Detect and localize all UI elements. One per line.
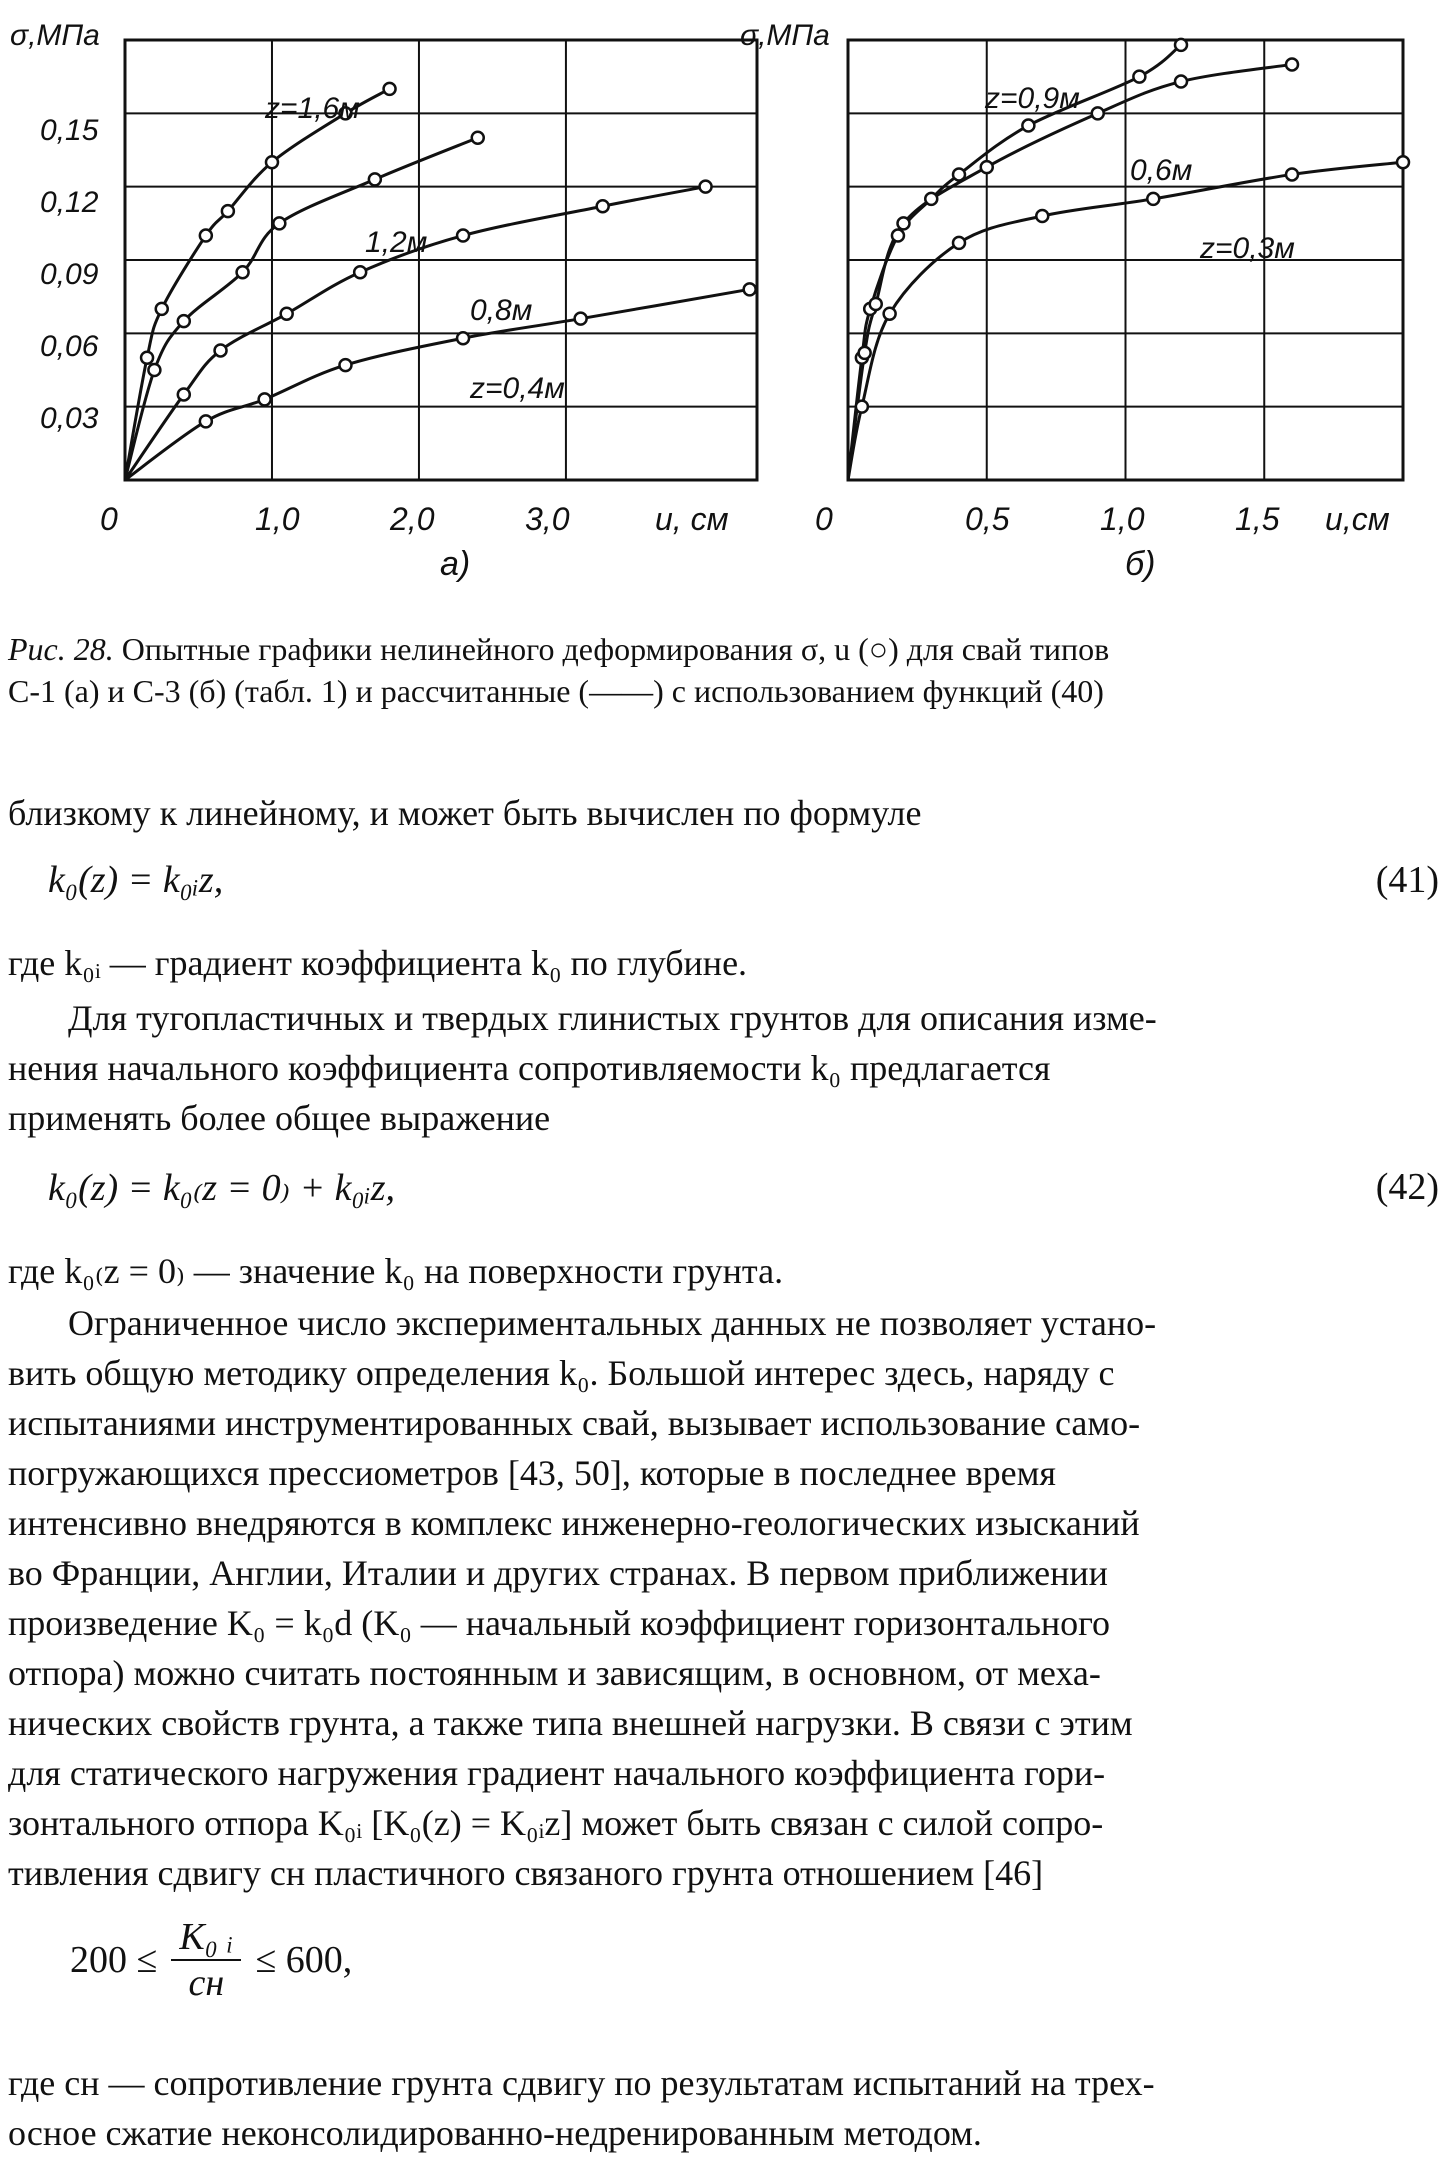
data-point [1397,156,1409,168]
panel-a-xlabel: u, см [655,501,729,537]
inequality-right: ≤ 600, [255,1939,353,1981]
text-line: тивления сдвигу cн пластичного связаного грунта отношением [46] [8,1853,1044,1893]
text-line: погружающихся прессиометров [43, 50], которые в последнее время [8,1453,1056,1493]
panel-a-ytick: 0,12 [40,186,99,219]
inequality [70,1915,352,2005]
data-point [953,168,965,180]
data-point [1022,120,1034,132]
data-point [354,266,366,278]
panel-a [10,19,757,583]
paragraph: близкому к линейному, и может быть вычислен по формуле [8,793,922,833]
panel-a-ytick: 0,15 [40,114,99,147]
text-line: Для тугопластичных и твердых глинистых грунтов для описания изме- [68,998,1157,1038]
equation-42: k₀(z) = k₀₍z = 0₎ + k₀ᵢz, [48,1167,396,1209]
data-point [1286,58,1298,70]
data-point [1175,76,1187,88]
paragraph: где k₀₍z = 0₎ — значение k₀ на поверхности грунта. [8,1251,784,1291]
data-point [981,161,993,173]
panel-b-ylabel: σ,МПа [740,19,830,52]
curve-label-a: z=0,4м [470,372,565,405]
curve-label-b: z=0,3м [1200,232,1295,265]
data-point [1286,168,1298,180]
data-point [369,173,381,185]
data-point [273,217,285,229]
paragraph [8,1300,1443,1900]
data-point [1175,39,1187,51]
series-line [848,64,1292,480]
text-line: отпора) можно считать постоянным и зависящим, в основном, от меха- [8,1653,1101,1693]
paragraph [8,995,1443,1145]
data-point [1092,107,1104,119]
data-point [266,156,278,168]
figure-plots [0,0,1451,620]
data-point [222,205,234,217]
panel-b-xtick: 0 [815,501,833,537]
caption-line-2: С-1 (а) и С-3 (б) (табл. 1) и рассчитанные (——) с использованием функций (40) [8,673,1104,709]
panel-b-xlabel: u,см [1325,501,1390,537]
data-point [259,393,271,405]
data-point [339,359,351,371]
caption-line-1: Опытные графики нелинейного деформирования σ, u (○) для свай типов [121,631,1110,667]
data-point [892,230,904,242]
data-point [472,132,484,144]
data-point [859,347,871,359]
data-point [744,283,756,295]
data-point [141,352,153,364]
text-line: произведение K₀ = k₀d (K₀ — начальный коэффициент горизонтального [8,1603,1111,1643]
panel-a-xtick: 1,0 [255,501,300,537]
figure-caption [8,628,1443,712]
panel-a-xtick: 0 [100,501,118,537]
data-point [148,364,160,376]
caption-label: Рис. 28. [8,631,114,667]
data-point [200,415,212,427]
curve-label-a: 1,2м [365,226,428,259]
text-line: где cн — сопротивление грунта сдвигу по результатам испытаний на трех- [8,2063,1155,2103]
curve-label-a: z=1,6м [265,92,360,125]
panel-b-xtick: 0,5 [965,501,1010,537]
panel-b [740,19,1409,583]
curve-label-a: 0,8м [470,294,533,327]
data-point [884,308,896,320]
text-line: вить общую методику определения k₀. Большой интерес здесь, наряду с [8,1353,1115,1393]
panel-a-xtick: 3,0 [525,501,570,537]
data-point [281,308,293,320]
text-line: для статического нагружения градиент начального коэффициента гори- [8,1753,1106,1793]
data-point [953,237,965,249]
panel-a-ylabel: σ,МПа [10,19,100,52]
data-point [237,266,249,278]
data-point [1133,71,1145,83]
data-point [898,217,910,229]
inequality-fraction [171,1915,241,2005]
data-point [178,315,190,327]
text-line: Ограниченное число экспериментальных данных не позволяет устано- [68,1303,1157,1343]
data-point [700,181,712,193]
data-point [457,230,469,242]
paragraph: где k₀ᵢ — градиент коэффициента k₀ по глубине. [8,943,748,983]
data-point [1147,193,1159,205]
data-point [200,230,212,242]
data-point [1036,210,1048,222]
text-line: зонтального отпора K₀ᵢ [K₀(z) = K₀ᵢz] может быть связан с силой сопро- [8,1803,1104,1843]
data-point [156,303,168,315]
equation-number: (41) [1375,859,1439,901]
data-point [457,332,469,344]
text-line: применять более общее выражение [8,1098,551,1138]
panel-b-xtick: 1,0 [1100,501,1145,537]
series-line [125,289,750,480]
data-point [384,83,396,95]
data-point [856,401,868,413]
text-line: во Франции, Англии, Италии и других странах. В первом приближении [8,1553,1108,1593]
data-point [575,313,587,325]
panel-a-ytick: 0,09 [40,258,99,291]
fraction-denominator: cн [188,1962,225,2004]
text-line: осное сжатие неконсолидированно-недренированным методом. [8,2113,982,2153]
data-point [215,344,227,356]
panel-a-ytick: 0,06 [40,330,99,363]
curve-label-b: z=0,9м [985,82,1080,115]
paragraph [8,2060,1443,2160]
data-point [870,298,882,310]
equation-41: k₀(z) = k₀ᵢz, [48,859,224,901]
data-point [925,193,937,205]
series-line [125,138,478,480]
data-point [178,388,190,400]
curve-label-b: 0,6м [1130,154,1193,187]
text-line: испытаниями инструментированных свай, вызывает использование само- [8,1403,1141,1443]
text-line: нения начального коэффициента сопротивляемости k₀ предлагается [8,1048,1051,1088]
data-point [597,200,609,212]
text-line: интенсивно внедряются в комплекс инженерно-геологических изысканий [8,1503,1140,1543]
equation-number: (42) [1375,1166,1439,1208]
panel-a-ytick: 0,03 [40,402,99,435]
panel-a-label: а) [440,545,471,583]
inequality-left: 200 ≤ [70,1939,158,1981]
panel-b-label: б) [1125,545,1156,583]
fraction-numerator: K₀ ᵢ [171,1915,241,1961]
panel-a-xtick: 2,0 [390,501,435,537]
panel-b-xtick: 1,5 [1235,501,1280,537]
text-line: нических свойств грунта, а также типа внешней нагрузки. В связи с этим [8,1703,1133,1743]
